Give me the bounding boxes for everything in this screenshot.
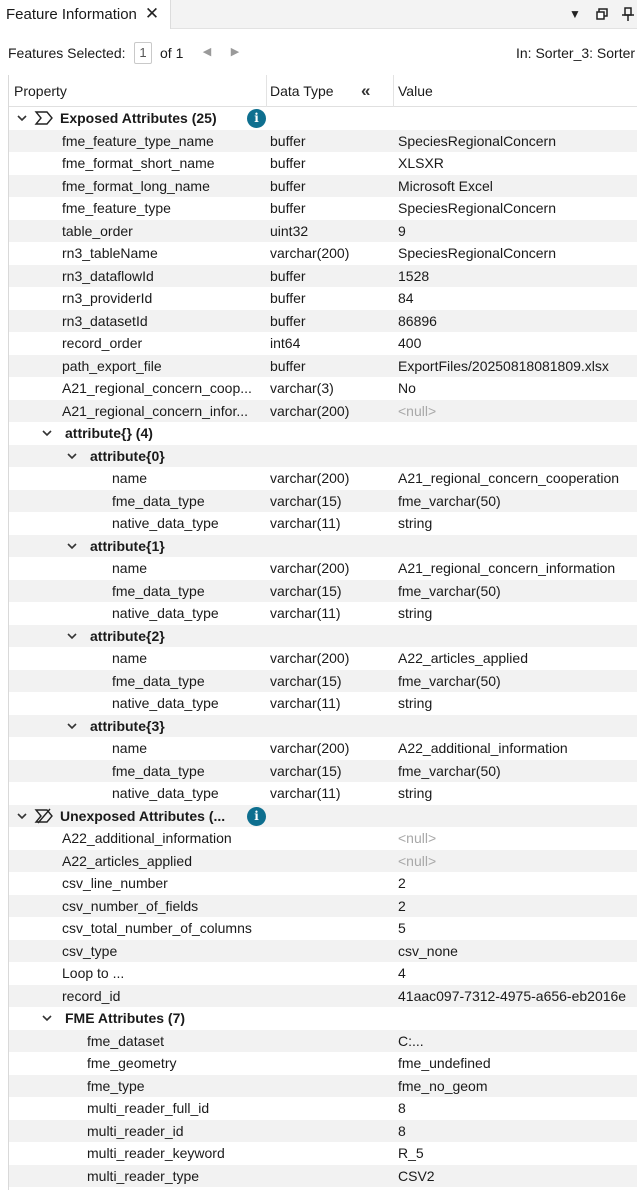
table-row[interactable] — [9, 377, 637, 400]
value-cell: 8 — [398, 1100, 406, 1116]
expand-chevron-icon[interactable] — [65, 445, 79, 468]
property-name: name — [112, 560, 148, 576]
value-cell: 2 — [398, 875, 406, 891]
value-cell: fme_varchar(50) — [398, 762, 501, 779]
data-type-cell — [270, 1075, 394, 1098]
property-name: path_export_file — [62, 357, 162, 374]
table-row[interactable] — [9, 1165, 637, 1188]
tab-feature-information[interactable] — [0, 0, 171, 29]
property-name: fme_data_type — [112, 582, 205, 599]
data-type-cell: buffer — [270, 267, 306, 284]
property-name: fme_data_type — [112, 492, 205, 509]
expand-chevron-icon[interactable] — [15, 107, 29, 130]
expand-chevron-icon[interactable] — [40, 1007, 54, 1030]
pin-icon[interactable] — [620, 6, 636, 22]
table-row[interactable] — [9, 670, 637, 693]
group-label: attribute{3} — [90, 717, 165, 734]
value-cell: string — [398, 515, 433, 531]
table-row[interactable] — [9, 265, 637, 288]
property-name: native_data_type — [112, 695, 219, 711]
property-name: multi_reader_full_id — [87, 1100, 210, 1116]
value-cell: 84 — [398, 290, 414, 306]
table-row[interactable] — [9, 1142, 637, 1165]
value-cell: fme_undefined — [398, 1055, 491, 1071]
property-name: fme_type — [87, 1077, 145, 1094]
property-name: fme_feature_type_name — [62, 132, 214, 149]
data-type-cell — [270, 872, 394, 895]
table-row[interactable] — [9, 782, 637, 805]
data-type-cell: varchar(11) — [270, 515, 341, 531]
table-row[interactable] — [9, 400, 637, 423]
table-row[interactable] — [9, 287, 637, 310]
data-type-cell: buffer — [270, 132, 306, 149]
table-row[interactable] — [9, 1030, 637, 1053]
value-cell: string — [398, 785, 433, 801]
property-name: csv_line_number — [62, 875, 168, 891]
data-type-cell: buffer — [270, 357, 306, 374]
table-row[interactable] — [9, 917, 637, 940]
restore-window-icon[interactable] — [594, 6, 610, 22]
column-header-value[interactable]: Value — [398, 83, 433, 99]
property-name: fme_format_long_name — [62, 177, 210, 194]
table-row[interactable] — [9, 940, 637, 963]
table-row[interactable] — [9, 197, 637, 220]
close-icon[interactable]: ✕ — [144, 4, 160, 23]
data-type-cell — [270, 1120, 394, 1143]
property-name: record_order — [62, 335, 143, 351]
pin-icon-graphic — [622, 7, 634, 21]
property-name: name — [112, 650, 148, 666]
property-name: fme_data_type — [112, 672, 205, 689]
data-type-cell: buffer — [270, 290, 306, 306]
table-row[interactable] — [9, 175, 637, 198]
value-cell: 86896 — [398, 312, 437, 329]
table-row[interactable] — [9, 220, 637, 243]
previous-feature-button[interactable]: ◀ — [202, 46, 212, 58]
column-separator[interactable] — [266, 75, 267, 107]
property-name: A22_articles_applied — [62, 852, 192, 869]
expand-chevron-icon[interactable] — [40, 422, 54, 445]
data-type-cell: int64 — [270, 335, 301, 351]
property-name: A21_regional_concern_coop... — [62, 380, 252, 396]
table-row[interactable] — [9, 647, 637, 670]
exposed-attributes-icon — [34, 110, 54, 126]
selection-toolbar — [0, 38, 637, 68]
property-name: table_order — [62, 222, 133, 239]
feature-attribute-table — [8, 75, 637, 1190]
value-cell: <null> — [398, 830, 437, 846]
table-row[interactable] — [9, 985, 637, 1008]
value-cell: Microsoft Excel — [398, 177, 493, 194]
property-name: A21_regional_concern_infor... — [62, 402, 249, 419]
data-type-cell: varchar(15) — [270, 762, 342, 779]
value-cell: A21_regional_concern_cooperation — [398, 470, 620, 486]
table-row[interactable] — [9, 692, 637, 715]
value-cell: fme_varchar(50) — [398, 492, 501, 509]
data-type-cell: varchar(15) — [270, 582, 342, 599]
restore-window-icon-graphic — [596, 8, 608, 20]
table-body — [9, 107, 637, 1187]
data-type-cell: buffer — [270, 177, 306, 194]
feature-count-label: of 1 — [160, 45, 184, 61]
column-header-data-type[interactable]: Data Type — [270, 83, 334, 99]
tree-group-row[interactable] — [9, 422, 637, 445]
tree-group-row[interactable] — [9, 625, 637, 648]
next-feature-button[interactable]: ▶ — [230, 46, 240, 58]
table-header — [9, 75, 637, 107]
data-type-cell — [270, 917, 394, 940]
info-icon[interactable]: i — [247, 807, 266, 826]
unexposed-attributes-icon — [34, 808, 54, 824]
table-row[interactable] — [9, 872, 637, 895]
data-type-cell — [270, 895, 394, 918]
value-cell: fme_varchar(50) — [398, 582, 501, 599]
data-type-cell — [270, 940, 394, 963]
expand-chevron-icon[interactable] — [65, 715, 79, 738]
group-label: attribute{} (4) — [65, 425, 153, 441]
table-row[interactable] — [9, 310, 637, 333]
data-type-cell: varchar(200) — [270, 560, 350, 576]
table-row[interactable] — [9, 737, 637, 760]
value-cell: fme_no_geom — [398, 1077, 488, 1094]
value-cell: SpeciesRegionalConcern — [398, 245, 556, 261]
property-name: native_data_type — [112, 605, 219, 621]
value-cell: 9 — [398, 222, 406, 239]
data-type-cell: varchar(11) — [270, 695, 341, 711]
property-name: fme_dataset — [87, 1032, 165, 1049]
value-cell: 4 — [398, 965, 406, 981]
value-cell: A22_additional_information — [398, 740, 568, 756]
property-name: multi_reader_id — [87, 1122, 184, 1139]
features-selected-label: Features Selected: — [8, 45, 126, 61]
group-label: attribute{2} — [90, 627, 165, 644]
data-type-cell: varchar(15) — [270, 672, 342, 689]
table-row[interactable] — [9, 895, 637, 918]
property-name: fme_feature_type — [62, 200, 171, 216]
property-name: fme_geometry — [87, 1055, 177, 1071]
table-row[interactable] — [9, 760, 637, 783]
property-name: A22_additional_information — [62, 830, 232, 846]
property-name: csv_total_number_of_columns — [62, 920, 252, 936]
table-row[interactable] — [9, 467, 637, 490]
dropdown-menu-icon[interactable]: ▼ — [569, 7, 581, 21]
tree-group-row[interactable] — [9, 715, 637, 738]
property-name: rn3_datasetId — [62, 312, 148, 329]
value-cell: SpeciesRegionalConcern — [398, 132, 556, 149]
value-cell: C:... — [398, 1032, 424, 1049]
table-row[interactable] — [9, 490, 637, 513]
column-header-property[interactable]: Property — [14, 83, 67, 99]
table-row[interactable] — [9, 1120, 637, 1143]
property-name: name — [112, 740, 148, 756]
data-type-cell: varchar(15) — [270, 492, 342, 509]
data-type-cell — [270, 1165, 394, 1188]
property-name: fme_format_short_name — [62, 155, 215, 171]
value-cell: 8 — [398, 1122, 406, 1139]
source-transformer-label: In: Sorter_3: Sorter — [516, 45, 636, 61]
tree-group-row[interactable] — [9, 445, 637, 468]
collapse-data-type-icon[interactable]: « — [361, 81, 368, 100]
value-cell: <null> — [398, 852, 437, 869]
value-cell: string — [398, 695, 433, 711]
column-separator[interactable] — [393, 75, 394, 107]
data-type-cell — [270, 827, 394, 850]
value-cell: csv_none — [398, 942, 458, 959]
value-cell: fme_varchar(50) — [398, 672, 501, 689]
group-label: Unexposed Attributes (... — [60, 807, 226, 824]
data-type-cell: varchar(200) — [270, 402, 350, 419]
value-cell: No — [398, 380, 416, 396]
table-row[interactable] — [9, 332, 637, 355]
group-label: attribute{1} — [90, 537, 165, 554]
tree-group-row[interactable] — [9, 535, 637, 558]
value-cell: 1528 — [398, 267, 430, 284]
property-name: rn3_providerId — [62, 290, 153, 306]
current-feature-input[interactable]: 1 — [134, 42, 152, 64]
data-type-cell: buffer — [270, 200, 306, 216]
tree-group-row[interactable] — [9, 107, 637, 130]
table-row[interactable] — [9, 602, 637, 625]
table-row[interactable] — [9, 580, 637, 603]
group-label: attribute{0} — [90, 447, 165, 464]
value-cell: <null> — [398, 402, 437, 419]
table-row[interactable] — [9, 962, 637, 985]
value-cell: 400 — [398, 335, 422, 351]
property-name: multi_reader_keyword — [87, 1145, 225, 1161]
value-cell: ExportFiles/20250818081809.xlsx — [398, 357, 609, 374]
table-row[interactable] — [9, 242, 637, 265]
data-type-cell: varchar(3) — [270, 380, 334, 396]
value-cell: XLSXR — [398, 155, 444, 171]
table-row[interactable] — [9, 130, 637, 153]
value-cell: 41aac097-7312-4975-a656-eb2016e — [398, 987, 627, 1004]
table-row[interactable] — [9, 827, 637, 850]
expand-chevron-icon[interactable] — [15, 805, 29, 828]
value-cell: CSV2 — [398, 1167, 435, 1184]
group-label: FME Attributes (7) — [65, 1010, 186, 1026]
table-row[interactable] — [9, 152, 637, 175]
table-row[interactable] — [9, 355, 637, 378]
data-type-cell — [270, 1097, 394, 1120]
property-name: rn3_tableName — [62, 245, 158, 261]
data-type-cell: buffer — [270, 312, 306, 329]
value-cell: A22_articles_applied — [398, 650, 528, 666]
property-name: Loop to ... — [62, 965, 125, 981]
value-cell: string — [398, 605, 433, 621]
table-row[interactable] — [9, 1075, 637, 1098]
data-type-cell: varchar(200) — [270, 650, 350, 666]
table-row[interactable] — [9, 1052, 637, 1075]
value-cell: R_5 — [398, 1145, 424, 1161]
group-label: Exposed Attributes (25) — [60, 110, 217, 126]
data-type-cell — [270, 1052, 394, 1075]
property-name: native_data_type — [112, 785, 219, 801]
data-type-cell: varchar(200) — [270, 470, 350, 486]
value-cell: A21_regional_concern_information — [398, 560, 616, 576]
table-row[interactable] — [9, 512, 637, 535]
property-name: csv_type — [62, 942, 118, 959]
data-type-cell: varchar(200) — [270, 740, 350, 756]
data-type-cell — [270, 1142, 394, 1165]
info-icon[interactable]: i — [247, 109, 266, 128]
tree-group-row[interactable] — [9, 805, 637, 828]
property-name: native_data_type — [112, 515, 219, 531]
value-cell: 2 — [398, 897, 406, 914]
tab-title: Feature Information — [6, 6, 137, 23]
property-name: record_id — [62, 987, 121, 1004]
property-name: multi_reader_type — [87, 1167, 200, 1184]
data-type-cell — [270, 1030, 394, 1053]
table-row[interactable] — [9, 850, 637, 873]
data-type-cell: buffer — [270, 155, 306, 171]
data-type-cell — [270, 985, 394, 1008]
data-type-cell — [270, 850, 394, 873]
table-row[interactable] — [9, 557, 637, 580]
expand-chevron-icon[interactable] — [65, 625, 79, 648]
data-type-cell — [270, 962, 394, 985]
value-cell: SpeciesRegionalConcern — [398, 200, 556, 216]
property-name: csv_number_of_fields — [62, 897, 199, 914]
data-type-cell: varchar(200) — [270, 245, 350, 261]
property-name: rn3_dataflowId — [62, 267, 154, 284]
tab-bar — [0, 0, 637, 29]
property-name: fme_data_type — [112, 762, 205, 779]
data-type-cell: uint32 — [270, 222, 309, 239]
table-row[interactable] — [9, 1097, 637, 1120]
property-name: name — [112, 470, 148, 486]
expand-chevron-icon[interactable] — [65, 535, 79, 558]
tree-group-row[interactable] — [9, 1007, 637, 1030]
data-type-cell: varchar(11) — [270, 605, 341, 621]
data-type-cell: varchar(11) — [270, 785, 341, 801]
value-cell: 5 — [398, 920, 406, 936]
